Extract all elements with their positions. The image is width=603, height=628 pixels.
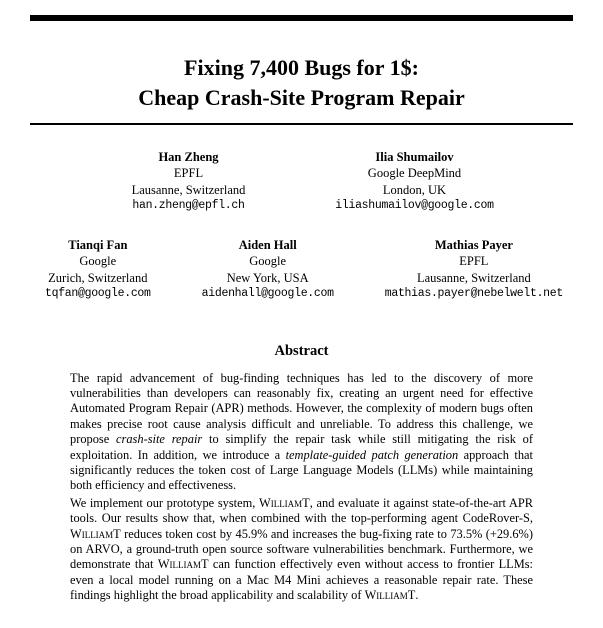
- author-block-aiden-hall: [202, 237, 334, 303]
- paper-title: [30, 53, 573, 113]
- author-name: Tianqi Fan: [68, 237, 128, 252]
- paper-title-line1: Fixing 7,400 Bugs for 1$:: [184, 55, 419, 80]
- author-block-tianqi-fan: [45, 237, 151, 303]
- author-affiliation: Google: [79, 254, 117, 268]
- abstract-paragraph-2: We implement our prototype system, WilliamT, and evaluate it against state-of-the-art APR tools. Our results show that, when combined with the top-performing agent CodeRover-S, WilliamT reduces token cost by 45.9% and increases the bug-fixing rate to 73.5% (+29.6%) on ARVO, a ground-truth open source software vulnerabilities benchmark. Furthermore, we demonstrate that WilliamT can function effectively even without access to frontier LLMs: even a local model running on a Mac M4 Mini achieves a reasonable repair rate. These findings highlight the broad applicability and scalability of WilliamT.: [70, 495, 533, 603]
- author-location: Lausanne, Switzerland: [416, 270, 531, 285]
- authors-row-2: [45, 237, 563, 303]
- author-block-ilia-shumailov: [305, 149, 525, 215]
- abstract-body: [70, 371, 533, 604]
- author-block-han-zheng: [79, 149, 299, 215]
- author-name: Han Zheng: [158, 149, 219, 164]
- title-rule: [30, 123, 573, 125]
- author-email: mathias.payer@nebelwelt.net: [384, 287, 563, 300]
- author-email: iliashumailov@google.com: [335, 199, 494, 212]
- author-affiliation: Google DeepMind: [367, 166, 462, 180]
- author-name: Mathias Payer: [434, 237, 513, 252]
- abstract-paragraph-1: The rapid advancement of bug-finding techniques has led to the discovery of more vulnerabilities than developers can reasonably fix, creating an urgent need for effective Automated Program Repair (APR) methods. However, the complexity of modern bugs often makes precise root cause analysis difficult and unreliable. To address this challenge, we propose crash-site repair to simplify the repair task while still mitigating the risk of exploitation. In addition, we introduce a template-guided patch generation approach that significantly reduces the token cost of Large Language Models (LLMs) while maintaining both efficiency and effectiveness.: [70, 370, 534, 493]
- author-location: Lausanne, Switzerland: [131, 182, 246, 197]
- abstract-heading: Abstract: [274, 342, 329, 359]
- author-email: tqfan@google.com: [45, 287, 151, 300]
- author-name: Ilia Shumailov: [375, 149, 454, 164]
- author-affiliation: EPFL: [173, 166, 204, 180]
- author-email: aidenhall@google.com: [201, 287, 334, 300]
- author-name: Aiden Hall: [238, 237, 297, 252]
- author-block-mathias-payer: [385, 237, 563, 303]
- paper-title-line2: Cheap Crash-Site Program Repair: [138, 85, 465, 110]
- author-location: Zurich, Switzerland: [48, 270, 148, 285]
- author-location: New York, USA: [226, 270, 309, 285]
- author-affiliation: Google: [249, 254, 287, 268]
- author-email: han.zheng@epfl.ch: [132, 199, 245, 212]
- authors-row-1: [30, 149, 573, 215]
- author-affiliation: EPFL: [459, 254, 489, 268]
- top-rule: [30, 15, 573, 21]
- author-location: London, UK: [382, 182, 447, 197]
